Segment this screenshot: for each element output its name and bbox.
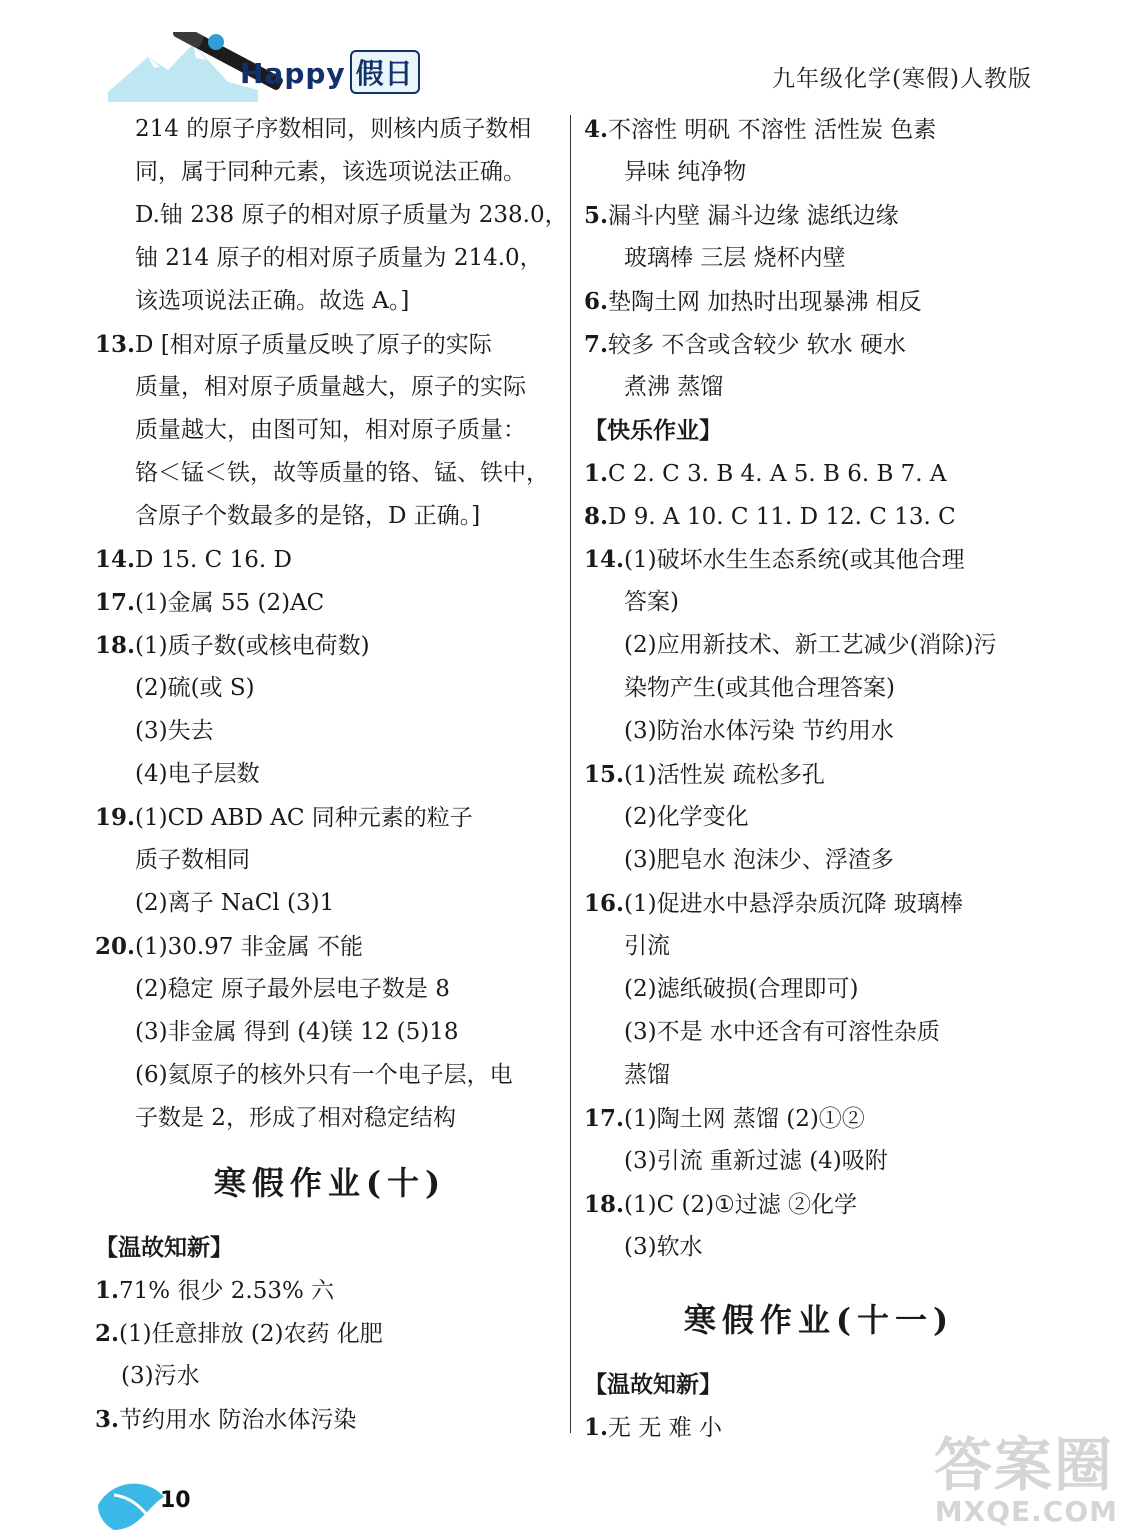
left-line	[95, 667, 565, 710]
answer-text: 垫陶土网 加热时出现暴沸 相反	[608, 289, 922, 315]
question-number: 13.	[95, 331, 136, 358]
answer-text: (3)肥皂水 泡沫少、浮渣多	[624, 847, 894, 873]
right-line	[584, 1011, 1054, 1054]
answer-text: 异味 纯净物	[624, 159, 747, 185]
answer-text: D.铀 238 原子的相对原子质量为 238.0，	[135, 202, 568, 228]
answer-text: (1)C (2)①过滤 ②化学	[624, 1192, 858, 1218]
question-number: 18.	[95, 632, 136, 659]
section-label: 【温故知新】	[584, 1371, 722, 1398]
answer-text: (1)质子数(或核电荷数)	[135, 633, 370, 659]
left-line	[95, 710, 565, 753]
right-line	[584, 1183, 1054, 1226]
left-line	[95, 968, 565, 1011]
right-line	[584, 409, 1054, 452]
answer-text: (1)CD ABD AC 同种元素的粒子	[135, 805, 473, 831]
page-number: 10	[160, 1488, 191, 1513]
right-line	[584, 1097, 1054, 1140]
right-line	[584, 194, 1054, 237]
question-number: 2.	[95, 1320, 120, 1347]
question-number: 14.	[95, 546, 136, 573]
right-line	[584, 968, 1054, 1011]
left-line	[95, 1226, 565, 1269]
answer-text: (1)促进水中悬浮杂质沉降 玻璃棒	[624, 891, 963, 917]
answer-text: 无 无 难 小	[608, 1415, 722, 1441]
left-line	[95, 151, 565, 194]
answer-text: (4)电子层数	[135, 761, 260, 787]
section-label: 【快乐作业】	[584, 417, 722, 444]
answer-text: (3)软水	[624, 1234, 703, 1260]
question-number: 14.	[584, 546, 625, 573]
answer-text: (2)离子 NaCl (3)1	[135, 890, 335, 916]
answer-text: (1)破坏水生生态系统(或其他合理	[624, 547, 965, 573]
left-line	[95, 925, 565, 968]
answer-text: 质量，相对原子质量越大，原子的实际	[135, 374, 526, 400]
section-title-10: 寒假作业(十)	[213, 1164, 447, 1202]
left-line	[95, 194, 568, 237]
logo-text: Happy 假日	[240, 50, 420, 94]
right-line	[584, 581, 1054, 624]
left-line	[95, 495, 565, 538]
left-line	[95, 108, 565, 151]
right-line	[584, 280, 1054, 323]
left-line	[95, 1269, 565, 1312]
question-number: 17.	[584, 1105, 625, 1132]
answer-text: (3)污水	[121, 1363, 200, 1389]
left-line	[95, 581, 565, 624]
answer-text: 214 的原子序数相同，则核内质子数相	[135, 116, 532, 142]
question-number: 1.	[584, 1414, 609, 1441]
right-line	[584, 452, 1054, 495]
answer-text: 煮沸 蒸馏	[624, 374, 724, 400]
question-number: 17.	[95, 589, 136, 616]
answer-text: (3)引流 重新过滤 (4)吸附	[624, 1148, 888, 1174]
answer-text: D 9. A 10. C 11. D 12. C 13. C	[608, 504, 956, 530]
answer-text: (1)金属 55 (2)AC	[135, 590, 325, 616]
left-line	[95, 452, 565, 495]
right-line	[584, 323, 1054, 366]
question-number: 4.	[584, 116, 609, 143]
left-line	[95, 839, 565, 882]
left-line	[95, 1011, 565, 1054]
answer-text: (2)滤纸破损(合理即可)	[624, 976, 859, 1002]
answer-text: (2)硫(或 S)	[135, 675, 255, 701]
column-divider	[570, 115, 571, 1433]
answer-text: 玻璃棒 三层 烧杯内壁	[624, 245, 846, 271]
answer-text: (3)失去	[135, 718, 214, 744]
answer-text: 较多 不含或含较少 软水 硬水	[608, 332, 906, 358]
answer-text: D [相对原子质量反映了原子的实际	[135, 332, 492, 358]
left-line	[95, 323, 565, 366]
answer-text: (3)防治水体污染 节约用水	[624, 718, 894, 744]
answer-text: 该选项说法正确。故选 A。]	[135, 288, 410, 314]
answer-text: C 2. C 3. B 4. A 5. B 6. B 7. A	[608, 461, 947, 487]
question-number: 5.	[584, 202, 609, 229]
answer-text: 71% 很少 2.53% 六	[119, 1278, 335, 1304]
section-label: 【温故知新】	[95, 1234, 233, 1261]
answer-text: 子数是 2，形成了相对稳定结构	[135, 1105, 456, 1131]
left-line	[95, 409, 565, 452]
watermark	[904, 1418, 1124, 1528]
right-line	[584, 839, 1054, 882]
leaf-icon	[94, 1475, 214, 1535]
right-line	[584, 495, 1054, 538]
right-line	[584, 925, 1054, 968]
right-line	[584, 624, 1054, 667]
right-line	[584, 710, 1054, 753]
answer-text: (6)氦原子的核外只有一个电子层，电	[135, 1062, 513, 1088]
answer-text: 同，属于同种元素，该选项说法正确。	[135, 159, 526, 185]
answer-text: 节约用水 防治水体污染	[119, 1407, 357, 1433]
page-header	[0, 0, 1144, 110]
question-number: 6.	[584, 288, 609, 315]
question-number: 8.	[584, 503, 609, 530]
question-number: 19.	[95, 804, 136, 831]
right-line	[584, 882, 1054, 925]
left-line	[95, 796, 565, 839]
right-line	[584, 753, 1054, 796]
answer-text: 不溶性 明矾 不溶性 活性炭 色素	[608, 117, 937, 143]
right-line	[584, 108, 1054, 151]
question-number: 1.	[584, 460, 609, 487]
answer-text: 漏斗内壁 漏斗边缘 滤纸边缘	[608, 203, 899, 229]
right-line	[584, 1054, 1054, 1097]
left-line	[95, 1355, 565, 1398]
question-number: 3.	[95, 1406, 120, 1433]
book-title: 九年级化学(寒假)人教版	[772, 66, 1032, 92]
answer-text: 质量越大，由图可知，相对原子质量：	[135, 417, 526, 443]
right-line	[584, 538, 1054, 581]
right-line	[584, 151, 1054, 194]
answer-text: (2)应用新技术、新工艺减少(消除)污	[624, 632, 997, 658]
question-number: 20.	[95, 933, 136, 960]
answer-text: (3)非金属 得到 (4)镁 12 (5)18	[135, 1019, 459, 1045]
answer-text: 铬＜锰＜铁，故等质量的铬、锰、铁中，	[135, 460, 549, 486]
left-line	[95, 280, 565, 323]
watermark-logo: 答案圈	[933, 1431, 1114, 1499]
answer-text: (2)稳定 原子最外层电子数是 8	[135, 976, 450, 1002]
answer-text: 引流	[624, 933, 670, 959]
left-line	[95, 1312, 565, 1355]
question-number: 7.	[584, 331, 609, 358]
answer-text: (2)化学变化	[624, 804, 749, 830]
left-line	[95, 624, 565, 667]
answer-text: 染物产生(或其他合理答案)	[624, 675, 895, 701]
left-line	[95, 1054, 565, 1097]
left-line	[95, 1097, 565, 1140]
right-column	[584, 108, 1054, 1449]
question-number: 15.	[584, 761, 625, 788]
left-line	[95, 753, 565, 796]
left-line	[95, 1398, 565, 1441]
right-line	[584, 796, 1054, 839]
watermark-url: MXQE.COM	[934, 1495, 1118, 1528]
answer-text: 含原子个数最多的是铬，D 正确。]	[135, 503, 481, 529]
answer-text: (1)陶土网 蒸馏 (2)①②	[624, 1106, 865, 1132]
answer-text: (3)不是 水中还含有可溶性杂质	[624, 1019, 940, 1045]
left-line	[95, 538, 565, 581]
question-number: 16.	[584, 890, 625, 917]
answer-text: (1)活性炭 疏松多孔	[624, 762, 825, 788]
left-column	[95, 108, 568, 1441]
answer-text: 答案)	[624, 589, 679, 615]
right-line	[584, 237, 1054, 280]
left-line	[95, 882, 565, 925]
answer-text: D 15. C 16. D	[135, 547, 292, 573]
section-title-11: 寒假作业(十一)	[683, 1301, 955, 1339]
right-line	[584, 1363, 1054, 1406]
answer-text: 铀 214 原子的相对原子质量为 214.0，	[135, 245, 543, 271]
answer-text: 质子数相同	[135, 847, 250, 873]
question-number: 1.	[95, 1277, 120, 1304]
right-line	[584, 366, 1054, 409]
answer-text: (1)任意排放 (2)农药 化肥	[119, 1321, 383, 1347]
answer-text: (1)30.97 非金属 不能	[135, 934, 364, 960]
left-line	[95, 237, 565, 280]
question-number: 18.	[584, 1191, 625, 1218]
page-number-badge	[94, 1475, 214, 1535]
left-line	[95, 366, 565, 409]
right-line	[584, 667, 1054, 710]
right-line	[584, 1226, 1054, 1269]
right-line	[584, 1140, 1054, 1183]
answer-text: 蒸馏	[624, 1062, 670, 1088]
